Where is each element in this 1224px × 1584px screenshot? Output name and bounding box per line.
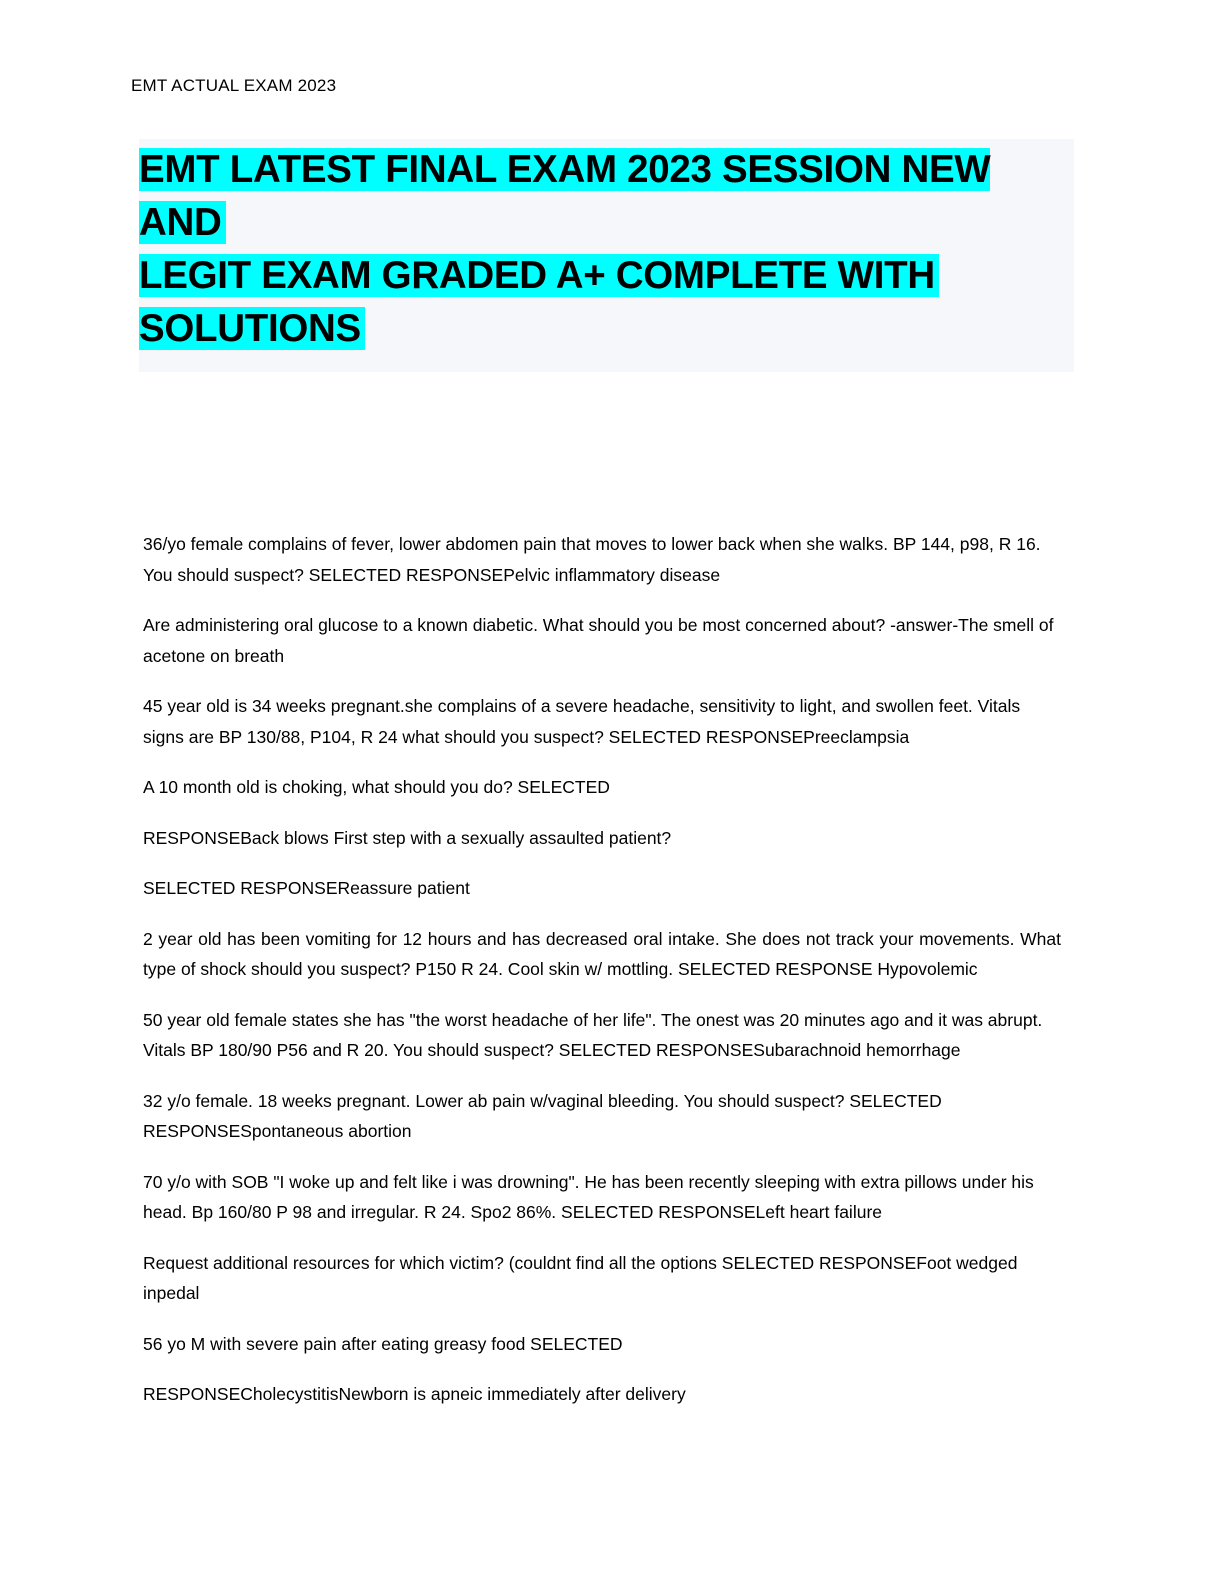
question-paragraph: 2 year old has been vomiting for 12 hours and has decreased oral intake. She does not track your movements. What type of shock should you suspect? P150 R 24. Cool skin w/ mottling. SELECTED RESPONSE Hypovolemic [143,928,1061,979]
question-paragraph: Request additional resources for which victim? (couldnt find all the options SELECTED RESPONSEFoot wedged inpedal [143,1252,1018,1303]
question-paragraph: 50 year old female states she has "the worst headache of her life". The onest was 20 minutes ago and it was abrupt. Vitals BP 180/90 P56 and R 20. You should suspect? SELECTED RESPONSESubarachnoid hemorrhage [143,1009,1043,1060]
running-header: EMT ACTUAL EXAM 2023 [131,76,337,95]
question-paragraph: Are administering oral glucose to a known diabetic. What should you be most concerned about? -answer-The smell of acetone on breath [143,615,1054,666]
document-body [143,529,1061,1430]
title-line: SOLUTIONS [139,307,365,350]
question-paragraph: RESPONSECholecystitisNewborn is apneic immediately after delivery [143,1384,686,1404]
question-paragraph: 32 y/o female. 18 weeks pregnant. Lower ab pain w/vaginal bleeding. You should suspect? SELECTED RESPONSESpontaneous abortion [143,1090,942,1141]
question-paragraph: 36/yo female complains of fever, lower abdomen pain that moves to lower back when she walks. BP 144, p98, R 16. You should suspect? SELECTED RESPONSEPelvic inflammatory disease [143,534,1041,585]
document-title [139,143,1074,355]
question-paragraph: 56 yo M with severe pain after eating greasy food SELECTED [143,1333,623,1354]
question-paragraph: A 10 month old is choking, what should you do? SELECTED [143,777,610,797]
question-paragraph: 45 year old is 34 weeks pregnant.she complains of a severe headache, sensitivity to light, and swollen feet. Vitals signs are BP 130/88, P104, R 24 what should you suspect? SELECTED RESPONSEPreeclampsia [143,696,1021,747]
title-line: LEGIT EXAM GRADED A+ COMPLETE WITH [139,254,939,297]
question-paragraph: SELECTED RESPONSEReassure patient [143,878,470,898]
question-paragraph: 70 y/o with SOB "I woke up and felt like i was drowning". He has been recently sleeping with extra pillows under his head. Bp 160/80 P 98 and irregular. R 24. Spo2 86%. SELECTED RESPONSELeft heart failure [143,1171,1034,1222]
question-paragraph: RESPONSEBack blows First step with a sexually assaulted patient? [143,827,672,848]
title-line: EMT LATEST FINAL EXAM 2023 SESSION NEW AND [139,148,991,244]
